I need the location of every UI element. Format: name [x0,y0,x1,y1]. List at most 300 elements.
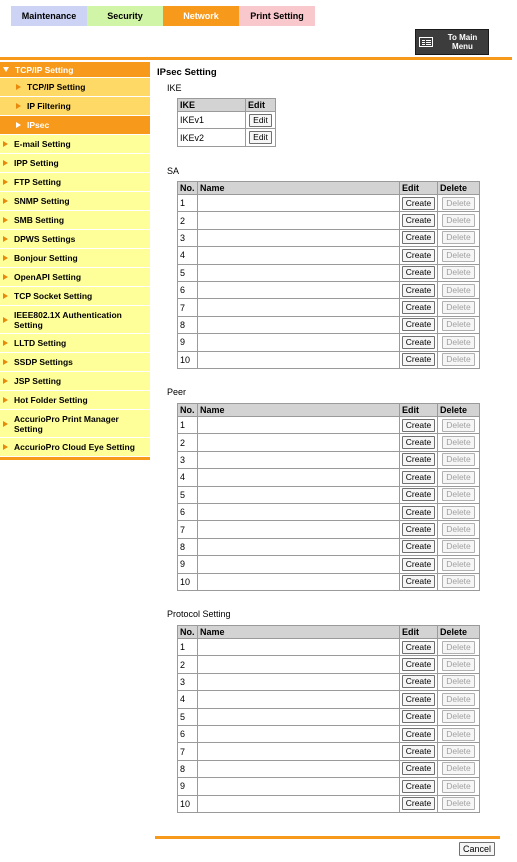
peer-table [177,403,480,591]
create-cell [400,417,438,434]
row-name [198,656,400,673]
create-button[interactable]: Create [402,419,436,432]
delete-button: Delete [442,231,475,244]
arrow-icon [16,122,21,128]
table-row [178,673,480,690]
table-row [178,656,480,673]
sidebar-item-label: LLTD Setting [14,338,67,348]
table-row [178,334,480,351]
arrow-icon [3,255,8,261]
create-button[interactable]: Create [402,318,436,331]
create-cell [400,556,438,573]
delete-button: Delete [442,353,475,366]
name-col-header: Name [198,626,400,639]
delete-col-header: Delete [438,182,480,195]
delete-cell [438,299,480,316]
delete-col-header: Delete [438,404,480,417]
row-number: 8 [178,760,198,777]
sidebar-item-label: Hot Folder Setting [14,395,88,405]
row-name [198,417,400,434]
sidebar-item[interactable] [0,97,150,116]
create-button[interactable]: Create [402,266,436,279]
table-row [178,229,480,246]
delete-cell [438,725,480,742]
create-button[interactable]: Create [402,197,436,210]
row-name [198,538,400,555]
footer-divider [155,836,500,839]
delete-cell [438,486,480,503]
delete-button: Delete [442,797,475,810]
to-main-line2: Menu [452,42,473,51]
table-row [178,417,480,434]
row-name [198,573,400,590]
to-main-line1: To Main [447,33,478,42]
table-row [178,112,276,129]
create-button[interactable]: Create [402,780,436,793]
row-name [198,469,400,486]
row-number: 3 [178,673,198,690]
create-cell [400,264,438,281]
arrow-icon [3,198,8,204]
create-button[interactable]: Create [402,745,436,758]
table-row [178,195,480,212]
delete-cell [438,247,480,264]
sidebar-item-label: AccurioPro Cloud Eye Setting [14,442,135,452]
create-cell [400,281,438,298]
create-cell [400,434,438,451]
delete-button: Delete [442,675,475,688]
table-row [178,521,480,538]
edit-col-header: Edit [400,182,438,195]
table-row [178,556,480,573]
delete-button: Delete [442,336,475,349]
create-cell [400,691,438,708]
table-row [178,743,480,760]
arrow-icon [3,359,8,365]
row-name [198,195,400,212]
create-cell [400,795,438,812]
edit-col-header: Edit [400,404,438,417]
create-cell [400,316,438,333]
ike-version: IKEv1 [178,112,246,129]
to-main-menu-button[interactable] [415,29,489,55]
row-name [198,760,400,777]
create-cell [400,451,438,468]
ike-section-label: IKE [167,83,182,93]
arrow-icon [16,103,21,109]
delete-cell [438,573,480,590]
create-cell [400,469,438,486]
create-button[interactable]: Create [402,523,436,536]
create-cell [400,229,438,246]
sidebar-item-label: E-mail Setting [14,139,71,149]
arrow-icon [3,340,8,346]
create-button[interactable]: Create [402,641,436,654]
sidebar-item[interactable] [0,62,150,78]
arrow-icon [3,217,8,223]
sidebar-item-label: SSDP Settings [14,357,73,367]
delete-button: Delete [442,745,475,758]
row-name [198,229,400,246]
delete-cell [438,691,480,708]
sidebar-item[interactable] [0,135,150,154]
create-button[interactable]: Create [402,658,436,671]
delete-cell [438,195,480,212]
ike-col-header: IKE [178,99,246,112]
row-name [198,639,400,656]
table-row [178,469,480,486]
ike-version: IKEv2 [178,129,246,146]
create-cell [400,573,438,590]
row-number: 10 [178,573,198,590]
sa-section-label: SA [167,166,180,176]
create-button[interactable]: Create [402,284,436,297]
create-button[interactable]: Create [402,506,436,519]
delete-button: Delete [442,488,475,501]
row-number: 2 [178,434,198,451]
delete-cell [438,656,480,673]
arrow-icon [3,397,8,403]
delete-cell [438,639,480,656]
row-number: 3 [178,229,198,246]
delete-button: Delete [442,318,475,331]
table-row [178,691,480,708]
row-name [198,351,400,368]
row-name [198,434,400,451]
sidebar-item-label: OpenAPI Setting [14,272,82,282]
row-name [198,743,400,760]
row-number: 1 [178,417,198,434]
no-col-header: No. [178,404,198,417]
table-row [178,503,480,520]
sidebar-item-label: IPsec [27,120,50,130]
row-number: 4 [178,469,198,486]
table-row [178,351,480,368]
table-row [178,316,480,333]
delete-button: Delete [442,540,475,553]
sidebar-item-label: TCP Socket Setting [14,291,93,301]
sidebar-item[interactable] [0,78,150,97]
name-col-header: Name [198,404,400,417]
sidebar-item[interactable] [0,353,150,372]
table-row [178,299,480,316]
table-row [178,129,276,146]
row-number: 5 [178,264,198,281]
create-button[interactable]: Create [402,336,436,349]
delete-cell [438,469,480,486]
delete-button: Delete [442,728,475,741]
row-number: 9 [178,334,198,351]
row-name [198,281,400,298]
table-row [178,264,480,281]
create-button[interactable]: Create [402,214,436,227]
edit-button[interactable]: Edit [249,114,272,127]
delete-button: Delete [442,693,475,706]
create-cell [400,334,438,351]
create-button[interactable]: Create [402,453,436,466]
create-button[interactable]: Create [402,231,436,244]
delete-cell [438,795,480,812]
create-cell [400,521,438,538]
edit-cell [246,112,276,129]
delete-cell [438,778,480,795]
row-name [198,247,400,264]
create-button[interactable]: Create [402,249,436,262]
sidebar-bottom-divider [0,457,150,460]
table-row [178,486,480,503]
arrow-icon [3,160,8,166]
sidebar-item-label: FTP Setting [14,177,62,187]
arrow-icon [3,317,8,323]
row-name [198,316,400,333]
row-name [198,673,400,690]
row-number: 1 [178,639,198,656]
create-button[interactable]: Create [402,436,436,449]
delete-button: Delete [442,523,475,536]
sidebar-item[interactable] [0,287,150,306]
delete-button: Delete [442,453,475,466]
delete-cell [438,229,480,246]
sidebar-item[interactable] [0,211,150,230]
protocol-section-label: Protocol Setting [167,609,231,619]
create-cell [400,778,438,795]
delete-button: Delete [442,658,475,671]
row-number: 8 [178,316,198,333]
sidebar-item[interactable] [0,154,150,173]
row-number: 8 [178,538,198,555]
table-row [178,451,480,468]
top-tabs [11,6,315,26]
delete-cell [438,334,480,351]
arrow-icon [3,444,8,450]
create-button[interactable]: Create [402,301,436,314]
row-name [198,778,400,795]
delete-button: Delete [442,641,475,654]
row-number: 6 [178,725,198,742]
row-number: 9 [178,556,198,573]
no-col-header: No. [178,626,198,639]
row-number: 2 [178,212,198,229]
sidebar-item[interactable] [0,334,150,353]
delete-cell [438,434,480,451]
delete-button: Delete [442,197,475,210]
create-cell [400,708,438,725]
row-name [198,521,400,538]
row-name [198,503,400,520]
sidebar-nav [0,62,150,460]
create-button[interactable]: Create [402,488,436,501]
ike-table [177,98,276,147]
create-cell [400,486,438,503]
create-button[interactable]: Create [402,675,436,688]
create-button[interactable]: Create [402,471,436,484]
table-row [178,639,480,656]
sidebar-item[interactable] [0,230,150,249]
create-cell [400,503,438,520]
table-row [178,434,480,451]
arrow-icon [3,293,8,299]
row-number: 6 [178,503,198,520]
create-button[interactable]: Create [402,575,436,588]
delete-button: Delete [442,436,475,449]
create-button[interactable]: Create [402,693,436,706]
arrow-icon [16,84,21,90]
delete-button: Delete [442,471,475,484]
row-number: 10 [178,351,198,368]
sidebar-item[interactable] [0,116,150,135]
delete-col-header: Delete [438,626,480,639]
create-button[interactable]: Create [402,540,436,553]
delete-cell [438,556,480,573]
table-row [178,247,480,264]
arrow-icon [3,378,8,384]
tab-network[interactable]: Network [163,6,239,26]
no-col-header: No. [178,182,198,195]
tab-maintenance[interactable]: Maintenance [11,6,87,26]
delete-button: Delete [442,780,475,793]
create-cell [400,247,438,264]
table-row [178,725,480,742]
create-cell [400,656,438,673]
delete-cell [438,451,480,468]
sidebar-item-label: TCP/IP Setting [27,82,86,92]
row-name [198,212,400,229]
delete-button: Delete [442,284,475,297]
arrow-icon [3,274,8,280]
arrow-icon [3,67,9,72]
edit-cell [246,129,276,146]
create-button[interactable]: Create [402,728,436,741]
row-number: 6 [178,281,198,298]
create-cell [400,195,438,212]
tab-security[interactable]: Security [87,6,163,26]
sidebar-item-label: IP Filtering [27,101,71,111]
protocol-table [177,625,480,813]
page-title: IPsec Setting [157,67,217,78]
delete-button: Delete [442,301,475,314]
sidebar-item[interactable] [0,173,150,192]
create-cell [400,673,438,690]
to-main-menu-label [437,33,488,51]
name-col-header: Name [198,182,400,195]
row-number: 9 [178,778,198,795]
sidebar-item[interactable] [0,391,150,410]
delete-cell [438,212,480,229]
delete-button: Delete [442,214,475,227]
row-name [198,556,400,573]
row-name [198,691,400,708]
delete-button: Delete [442,266,475,279]
delete-cell [438,264,480,281]
delete-cell [438,417,480,434]
row-number: 7 [178,521,198,538]
row-number: 3 [178,451,198,468]
delete-cell [438,538,480,555]
table-row [178,760,480,777]
sidebar-item[interactable] [0,306,150,334]
create-cell [400,760,438,777]
delete-cell [438,521,480,538]
row-name [198,334,400,351]
delete-cell [438,351,480,368]
create-cell [400,639,438,656]
edit-col-header: Edit [246,99,276,112]
row-number: 4 [178,247,198,264]
table-row [178,281,480,298]
menu-icon [419,37,433,47]
sidebar-item-label: SNMP Setting [14,196,70,206]
sidebar-item[interactable] [0,372,150,391]
sidebar-item[interactable] [0,192,150,211]
delete-cell [438,708,480,725]
delete-button: Delete [442,249,475,262]
row-name [198,451,400,468]
header-divider [0,57,512,60]
peer-section-label: Peer [167,387,187,397]
row-name [198,486,400,503]
create-button[interactable]: Create [402,797,436,810]
row-number: 7 [178,743,198,760]
table-row [178,538,480,555]
create-cell [400,538,438,555]
row-number: 7 [178,299,198,316]
delete-cell [438,743,480,760]
delete-cell [438,316,480,333]
row-number: 10 [178,795,198,812]
arrow-icon [3,179,8,185]
delete-button: Delete [442,762,475,775]
table-row [178,795,480,812]
edit-button[interactable]: Edit [249,131,272,144]
delete-cell [438,503,480,520]
row-name [198,299,400,316]
tab-print-setting[interactable]: Print Setting [239,6,315,26]
table-row [178,778,480,795]
create-button[interactable]: Create [402,558,436,571]
sidebar-item-label: IPP Setting [14,158,59,168]
sidebar-item[interactable] [0,410,150,438]
create-button[interactable]: Create [402,762,436,775]
create-cell [400,299,438,316]
create-cell [400,743,438,760]
arrow-icon [3,421,8,427]
create-button[interactable]: Create [402,353,436,366]
row-number: 1 [178,195,198,212]
delete-cell [438,673,480,690]
row-number: 5 [178,486,198,503]
sidebar-item-label: JSP Setting [14,376,62,386]
arrow-icon [3,236,8,242]
delete-cell [438,760,480,777]
sidebar-item[interactable] [0,268,150,287]
sidebar-item-label: Bonjour Setting [14,253,78,263]
sidebar-item-label: AccurioPro Print Manager Setting [14,413,119,434]
delete-button: Delete [442,558,475,571]
create-cell [400,725,438,742]
create-cell [400,351,438,368]
row-name [198,264,400,281]
delete-button: Delete [442,575,475,588]
sidebar-item[interactable] [0,438,150,457]
arrow-icon [3,141,8,147]
delete-button: Delete [442,506,475,519]
sidebar-item[interactable] [0,249,150,268]
row-number: 4 [178,691,198,708]
row-number: 2 [178,656,198,673]
create-button[interactable]: Create [402,710,436,723]
cancel-button[interactable]: Cancel [459,842,495,856]
sa-table [177,181,480,369]
